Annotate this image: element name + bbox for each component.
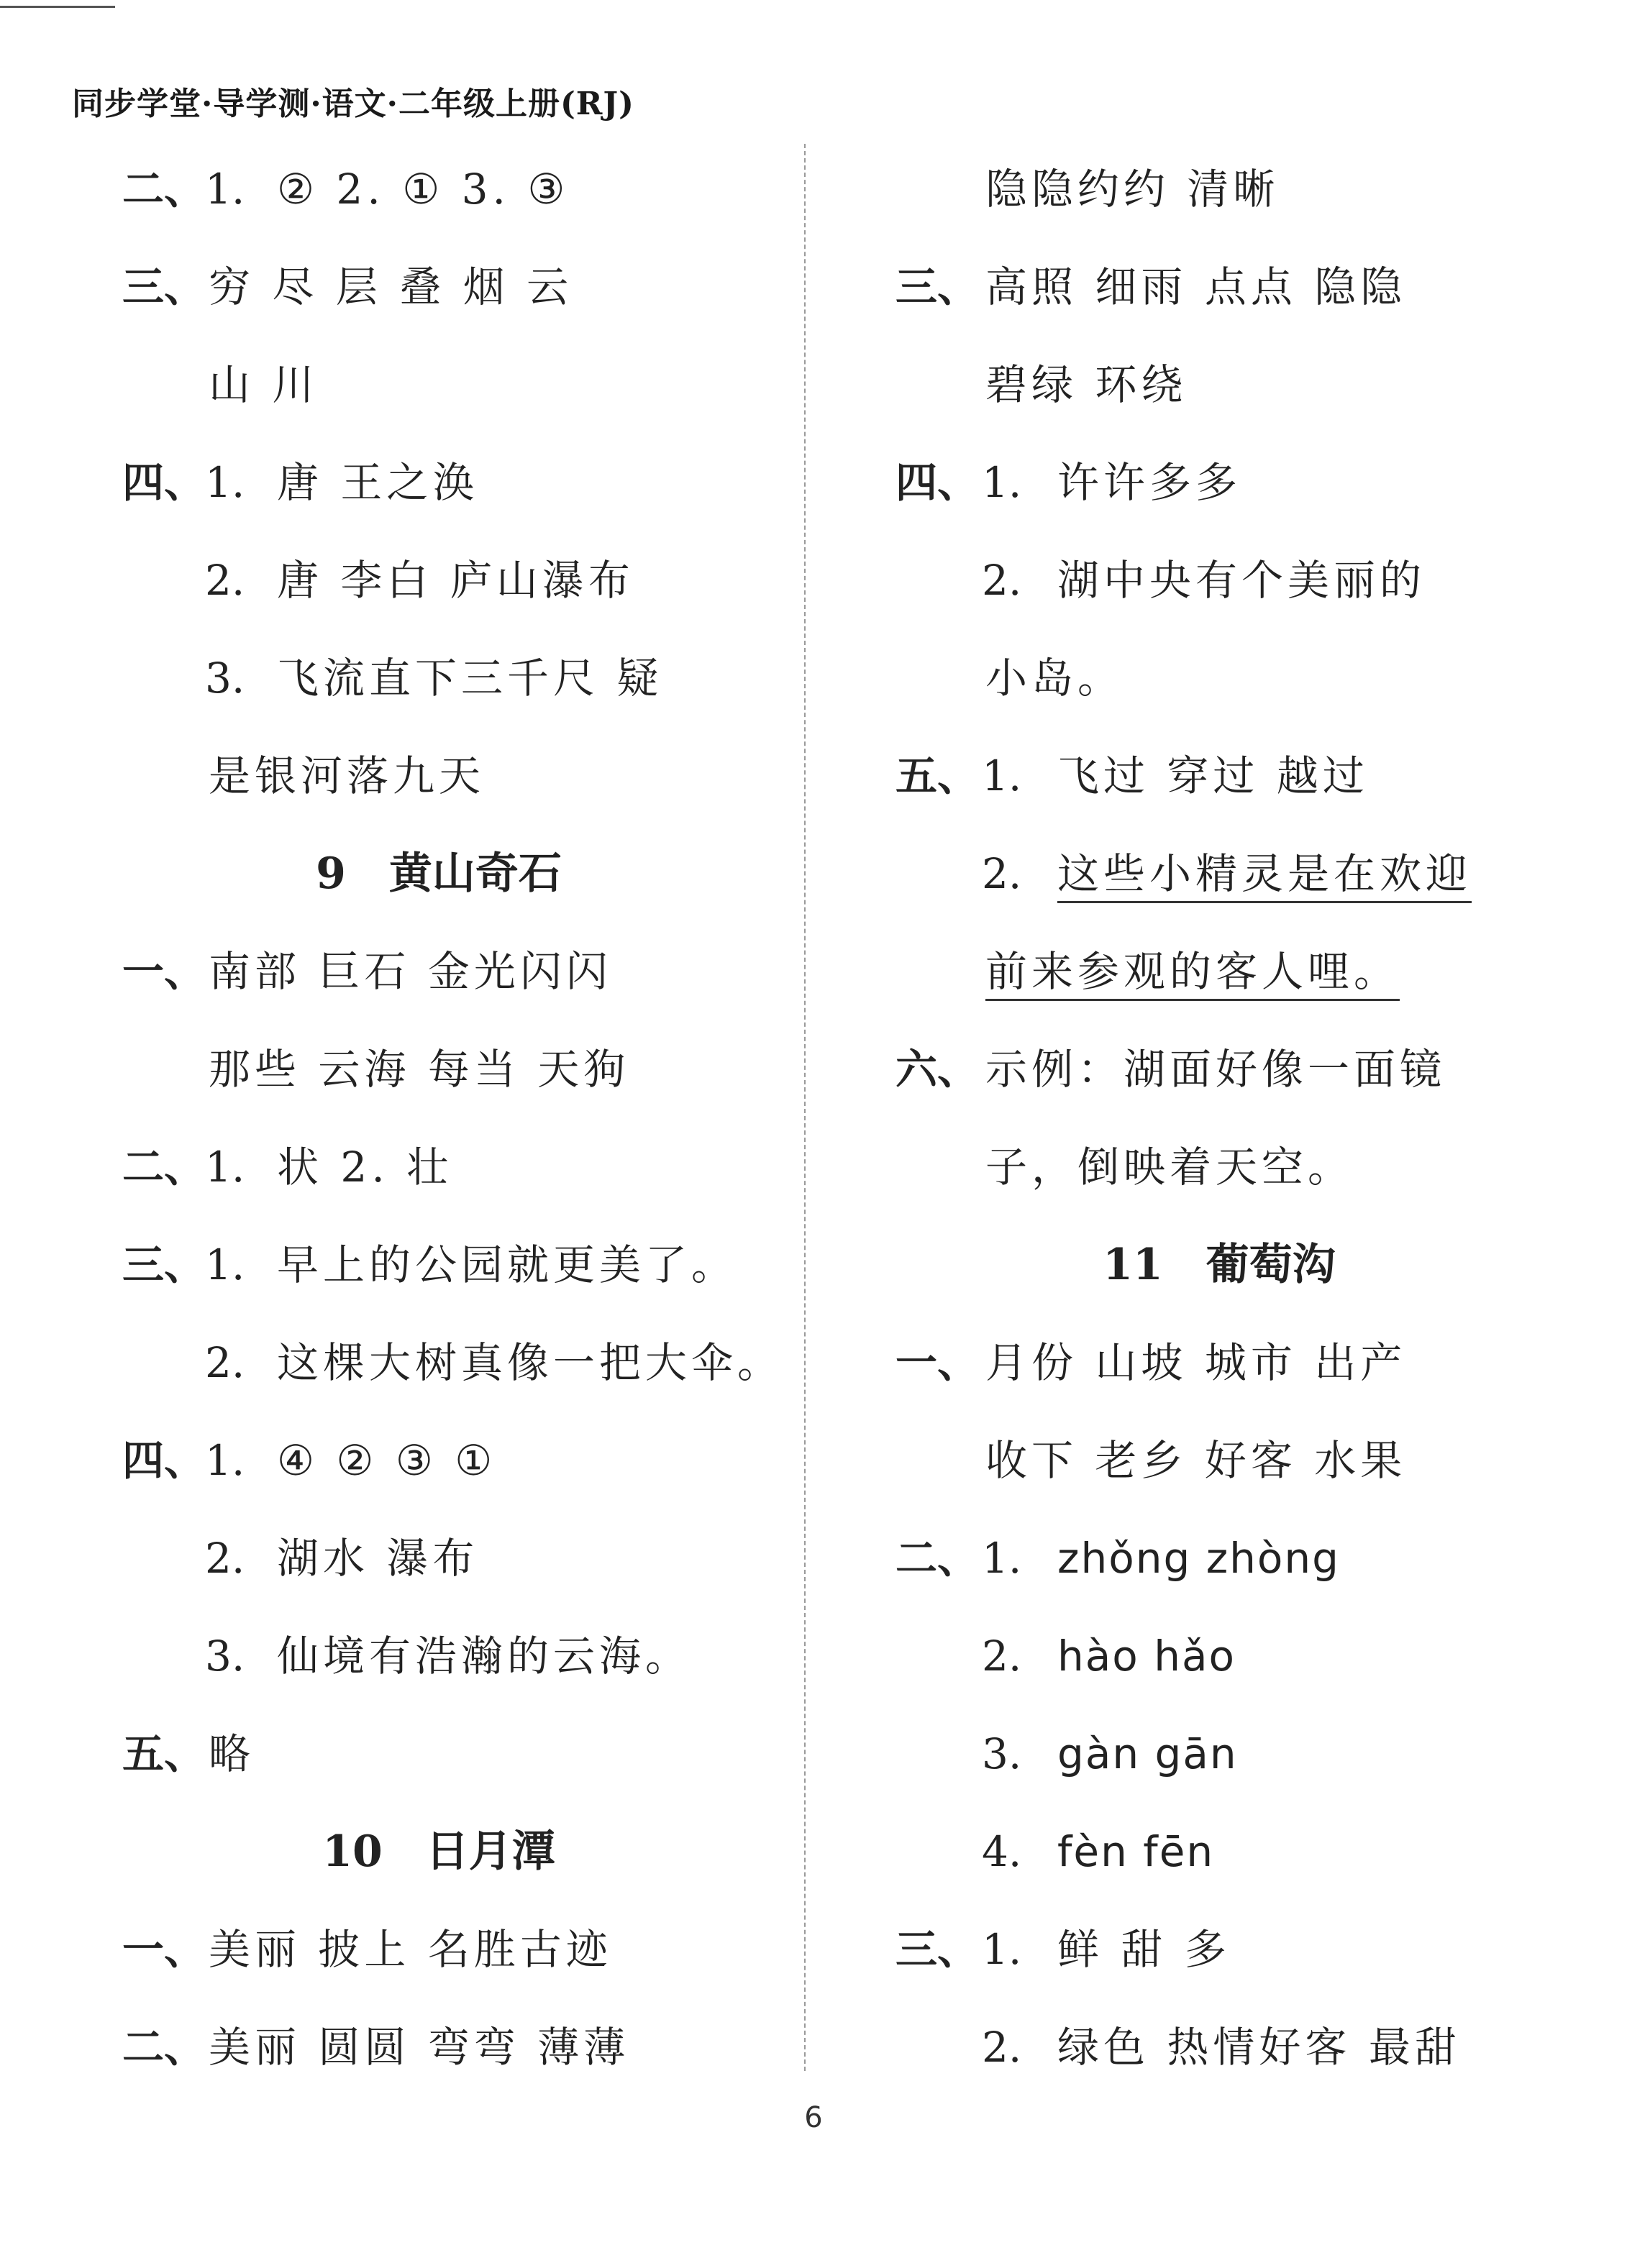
section-number: 10 (322, 1826, 383, 1877)
answer-text: 山 川 (209, 360, 319, 409)
item-number: 1. (205, 1240, 245, 1289)
answer-text: hào hǎo (1057, 1632, 1236, 1681)
page-number: 6 (804, 2101, 823, 2134)
answer-line (122, 1901, 755, 1998)
answer-text: 许许多多 (1057, 458, 1242, 507)
answer-line (122, 434, 755, 531)
item-number: 1. (982, 1534, 1022, 1583)
question-label: 一、 (122, 1925, 206, 1974)
section-heading: 日月潭 (425, 1826, 555, 1877)
question-label: 一、 (122, 947, 206, 996)
answer-text: 飞过 穿过 越过 (1057, 751, 1369, 800)
answer-line (122, 1509, 755, 1607)
question-label: 三、 (122, 1240, 206, 1289)
answer-line (122, 1998, 755, 2096)
underlined-answer: 这些小精灵是在欢迎 (1057, 849, 1472, 903)
section-title (122, 825, 755, 923)
answer-line (122, 1705, 755, 1803)
item-number: 3. (982, 1729, 1022, 1778)
answer-line (122, 238, 755, 336)
answer-line (895, 1901, 1543, 1998)
answer-line (895, 1314, 1543, 1412)
question-label: 四、 (895, 458, 980, 507)
right-column (895, 140, 1543, 2096)
answer-text: ④ ② ③ ① (277, 1436, 497, 1485)
answer-text: ② 2. ① 3. ③ (277, 165, 570, 214)
answer-text: 小岛。 (985, 654, 1124, 703)
item-number: 3. (205, 654, 245, 703)
answer-line (122, 1314, 784, 1412)
answer-text: 碧绿 环绕 (985, 360, 1188, 409)
page-header: 同步学堂·导学测·语文·二年级上册(RJ) (72, 86, 634, 122)
answer-text: 唐 李白 庐山瀑布 (277, 556, 634, 605)
section-heading: 葡萄沟 (1206, 1240, 1336, 1290)
answer-line (895, 1118, 1543, 1216)
answer-line (122, 531, 755, 629)
answer-text (985, 923, 1400, 1020)
question-label: 二、 (895, 1534, 980, 1583)
answer-text: 是银河落九天 (209, 751, 486, 800)
section-number: 11 (1103, 1240, 1163, 1290)
answer-line (895, 629, 1543, 727)
item-number: 2. (982, 849, 1022, 898)
item-number: 1. (982, 1925, 1022, 1974)
answer-text: 湖水 瀑布 (277, 1534, 479, 1583)
answer-text: 唐 王之涣 (277, 458, 479, 507)
answer-line (895, 336, 1543, 434)
answer-line (895, 825, 1543, 923)
answer-line (895, 923, 1543, 1020)
answer-text: 月份 山坡 城市 出产 (985, 1338, 1407, 1387)
answer-line (122, 727, 755, 825)
section-number: 9 (316, 849, 346, 899)
section-title (122, 1803, 755, 1901)
answer-line (895, 1803, 1543, 1901)
answer-text: 那些 云海 每当 天狗 (209, 1045, 630, 1094)
underlined-answer: 前来参观的客人哩。 (985, 947, 1400, 1001)
answer-text: zhǒng zhòng (1057, 1534, 1340, 1583)
answer-line (122, 923, 755, 1020)
answer-text: 鲜 甜 多 (1057, 1925, 1231, 1974)
answer-text: 飞流直下三千尺 疑 (277, 654, 663, 703)
item-number: 1. (205, 1143, 245, 1192)
item-number: 3. (205, 1632, 245, 1681)
answer-text: 收下 老乡 好客 水果 (985, 1436, 1407, 1485)
question-label: 四、 (122, 458, 206, 507)
item-number: 1. (982, 458, 1022, 507)
answer-line (895, 238, 1543, 336)
question-label: 三、 (895, 1925, 980, 1974)
item-number: 1. (205, 1436, 245, 1485)
answer-text: gàn gān (1057, 1729, 1238, 1778)
answer-line (122, 336, 755, 434)
answer-text: 状 2. 壮 (277, 1143, 453, 1192)
item-number: 4. (982, 1827, 1022, 1876)
answer-text: 示例：湖面好像一面镜 (985, 1045, 1446, 1094)
column-divider (804, 144, 806, 2071)
answer-line (122, 1118, 755, 1216)
item-number: 2. (205, 556, 245, 605)
answer-text: 隐隐约约 清晰 (985, 165, 1280, 214)
answer-text: 美丽 圆圆 弯弯 薄薄 (209, 2023, 630, 2072)
answer-line (895, 727, 1543, 825)
question-label: 六、 (895, 1045, 980, 1094)
section-heading: 黄山奇石 (388, 849, 562, 899)
answer-text: 穷 尽 层 叠 烟 云 (209, 262, 573, 311)
item-number: 2. (205, 1534, 245, 1583)
question-label: 二、 (122, 1143, 206, 1192)
answer-line (895, 531, 1543, 629)
answer-line (895, 140, 1543, 238)
question-label: 五、 (122, 1729, 206, 1778)
answer-text: 早上的公园就更美了。 (277, 1240, 738, 1289)
item-number: 1. (982, 751, 1022, 800)
answer-line (895, 1705, 1543, 1803)
answer-line (122, 1216, 755, 1314)
item-number: 2. (982, 556, 1022, 605)
answer-text: 这棵大树真像一把大伞。 (277, 1338, 784, 1387)
answer-line (895, 1412, 1543, 1509)
item-number: 2. (982, 2023, 1022, 2072)
question-label: 三、 (895, 262, 980, 311)
left-column (122, 140, 784, 2096)
answer-line (122, 1020, 755, 1118)
section-title (895, 1216, 1543, 1314)
answer-line (895, 1607, 1543, 1705)
answer-line (895, 1998, 1543, 2096)
answer-line (122, 1412, 755, 1509)
answer-text: 湖中央有个美丽的 (1057, 556, 1426, 605)
answer-text: 高照 细雨 点点 隐隐 (985, 262, 1407, 311)
answer-line (895, 1509, 1543, 1607)
answer-text: fèn fēn (1057, 1827, 1215, 1876)
answer-line (895, 434, 1543, 531)
answer-line (122, 629, 755, 727)
item-number: 1. (205, 458, 245, 507)
question-label: 三、 (122, 262, 206, 311)
answer-text: 美丽 披上 名胜古迹 (209, 1925, 612, 1974)
item-number: 1. (205, 165, 245, 214)
answer-line (122, 140, 755, 238)
question-label: 一、 (895, 1338, 980, 1387)
item-number: 2. (205, 1338, 245, 1387)
answer-text: 子，倒映着天空。 (985, 1143, 1354, 1192)
top-rule (0, 6, 115, 8)
question-label: 二、 (122, 165, 206, 214)
answer-text: 仙境有浩瀚的云海。 (277, 1632, 692, 1681)
answer-text: 南部 巨石 金光闪闪 (209, 947, 612, 996)
answer-text (1057, 825, 1472, 923)
answer-text: 略 (209, 1729, 255, 1778)
answer-text: 绿色 热情好客 最甜 (1057, 2023, 1461, 2072)
answer-line (122, 1607, 755, 1705)
question-label: 五、 (895, 751, 980, 800)
question-label: 二、 (122, 2023, 206, 2072)
question-label: 四、 (122, 1436, 206, 1485)
answer-line (895, 1020, 1543, 1118)
item-number: 2. (982, 1632, 1022, 1681)
